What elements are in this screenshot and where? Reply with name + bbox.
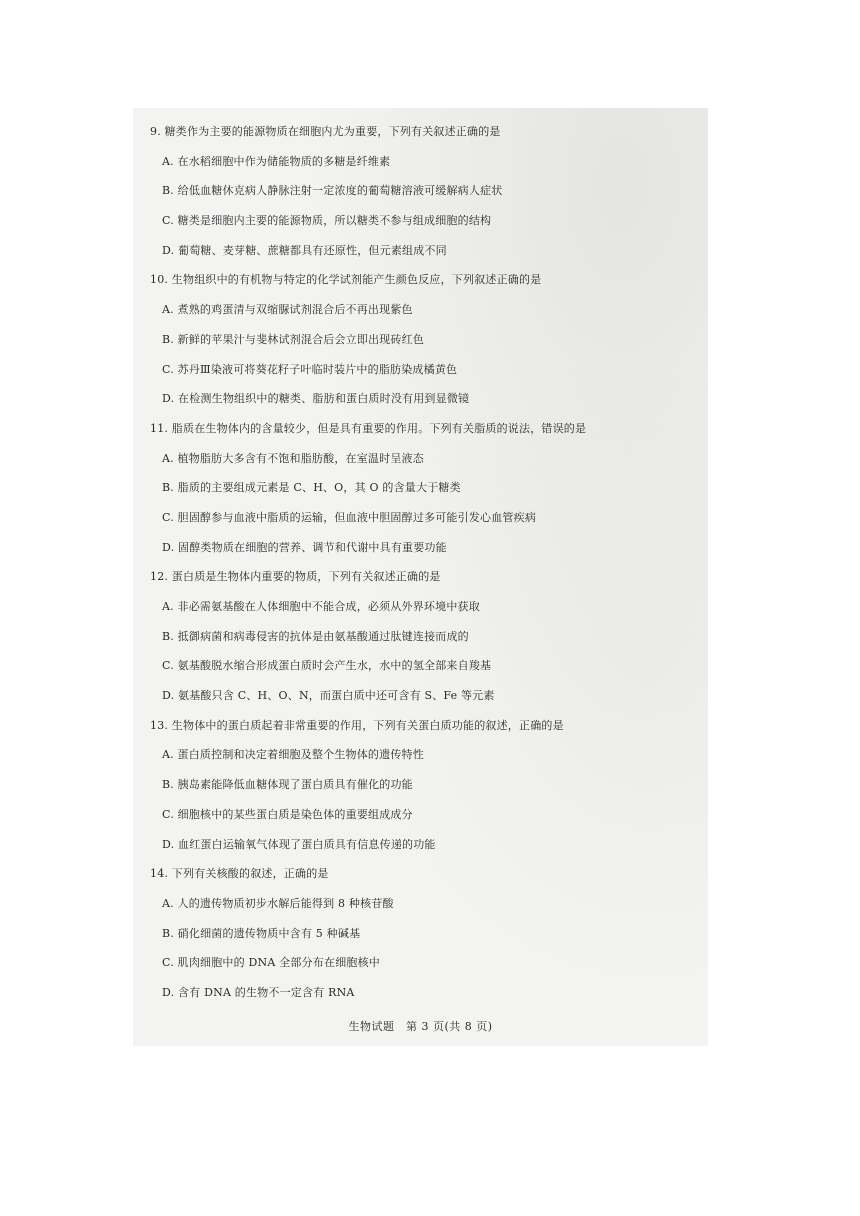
option-d: D. 血红蛋白运输氧气体现了蛋白质具有信息传递的功能 [162,837,436,851]
option-d: D. 固醇类物质在细胞的营养、调节和代谢中具有重要功能 [162,540,447,554]
option-d: D. 氨基酸只含 C、H、O、N，而蛋白质中还可含有 S、Fe 等元素 [162,689,495,703]
question-10 [150,270,695,418]
question-stem: 10. 生物组织中的有机物与特定的化学试剂能产生颜色反应，下列叙述正确的是 [150,273,542,287]
question-stem: 13. 生物体中的蛋白质起着非常重要的作用，下列有关蛋白质功能的叙述，正确的是 [150,718,564,732]
option-b: B. 硝化细菌的遗传物质中含有 5 种碱基 [162,926,361,940]
option-b: B. 抵御病菌和病毒侵害的抗体是由氨基酸通过肽键连接而成的 [162,629,469,643]
option-c: C. 苏丹Ⅲ染液可将葵花籽子叶临时装片中的脂肪染成橘黄色 [162,362,458,376]
question-13 [150,716,695,864]
question-list [150,122,695,1013]
option-c: C. 氨基酸脱水缩合形成蛋白质时会产生水，水中的氢全部来自羧基 [162,659,492,673]
option-a: A. 人的遗传物质初步水解后能得到 8 种核苷酸 [162,896,394,910]
page-footer: 生物试题 第 3 页(共 8 页) [348,1020,493,1033]
option-d: D. 含有 DNA 的生物不一定含有 RNA [162,985,355,999]
option-d: D. 在检测生物组织中的糖类、脂肪和蛋白质时没有用到显微镜 [162,392,470,406]
question-11 [150,419,695,567]
question-stem: 14. 下列有关核酸的叙述，正确的是 [150,867,329,881]
option-a: A. 植物脂肪大多含有不饱和脂肪酸，在室温时呈液态 [162,451,424,465]
option-a: A. 非必需氨基酸在人体细胞中不能合成，必须从外界环境中获取 [162,600,480,613]
question-stem: 11. 脂质在生物体内的含量较少，但是具有重要的作用。下列有关脂质的说法，错误的是 [150,421,587,435]
option-a: A. 在水稻细胞中作为储能物质的多糖是纤维素 [162,154,391,168]
option-a: A. 煮熟的鸡蛋清与双缩脲试剂混合后不再出现紫色 [162,303,413,317]
option-c: C. 细胞核中的某些蛋白质是染色体的重要组成成分 [162,807,413,821]
option-b: B. 新鲜的苹果汁与斐林试剂混合后会立即出现砖红色 [162,332,425,346]
question-9 [150,122,695,270]
question-stem: 9. 糖类作为主要的能源物质在细胞内尤为重要，下列有关叙述正确的是 [150,125,501,138]
question-stem: 12. 蛋白质是生物体内重要的物质，下列有关叙述正确的是 [150,570,441,584]
option-b: B. 给低血糖休克病人静脉注射一定浓度的葡萄糖溶液可缓解病人症状 [162,184,503,198]
option-d: D. 葡萄糖、麦芽糖、蔗糖都具有还原性，但元素组成不同 [162,243,447,257]
option-c: C. 胆固醇参与血液中脂质的运输，但血液中胆固醇过多可能引发心血管疾病 [162,510,537,524]
question-14 [150,864,695,1012]
option-a: A. 蛋白质控制和决定着细胞及整个生物体的遗传特性 [162,748,424,762]
option-b: B. 胰岛素能降低血糖体现了蛋白质具有催化的功能 [162,778,413,792]
option-c: C. 肌肉细胞中的 DNA 全部分布在细胞核中 [162,956,380,970]
option-c: C. 糖类是细胞内主要的能源物质，所以糖类不参与组成细胞的结构 [162,214,492,228]
option-b: B. 脂质的主要组成元素是 C、H、O，其 O 的含量大于糖类 [162,481,461,495]
question-12 [150,567,695,715]
